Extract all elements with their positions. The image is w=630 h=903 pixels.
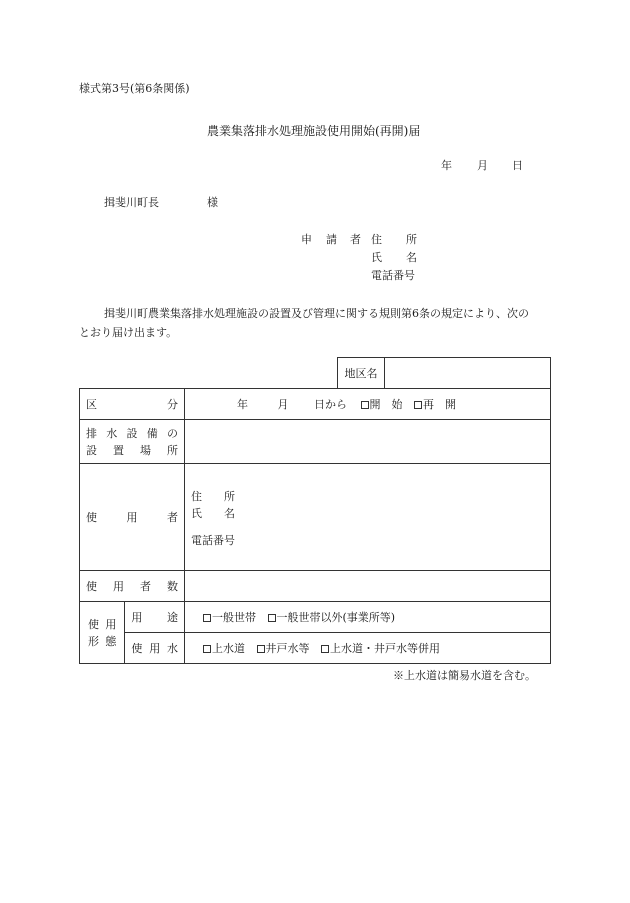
checkbox-icon (203, 614, 211, 622)
applicant-name-1: 氏 (371, 251, 382, 264)
water-field (185, 633, 551, 664)
date-day: 日 (512, 159, 523, 172)
start-checkbox[interactable]: 開 始 (361, 398, 403, 411)
applicant-phone: 電話番号 (371, 269, 415, 282)
applicant-label-3: 者 (350, 233, 361, 246)
purpose-label: 用 途 (125, 602, 185, 633)
checkbox-icon (414, 401, 422, 409)
location-label: 排 水 設 備 の 設 置 場 所 (80, 420, 185, 464)
user-count-field[interactable] (185, 571, 551, 602)
form-number: 様式第3号(第6条関係) (79, 82, 190, 95)
purpose-option-household[interactable]: 一般世帯 (203, 611, 256, 624)
usage-form-label: 使 用 形 態 (80, 602, 125, 664)
checkbox-icon (321, 645, 329, 653)
body-line-2: とおり届け出ます。 (79, 326, 178, 339)
applicant-name-2: 名 (406, 251, 417, 264)
applicant-address-1: 住 (371, 233, 382, 246)
water-option-tap[interactable]: 上水道 (203, 642, 245, 655)
district-label: 地区名 (338, 358, 385, 389)
location-field[interactable] (185, 420, 551, 464)
form-title: 農業集落排水処理施設使用開始(再開)届 (207, 124, 421, 138)
purpose-option-business[interactable]: 一般世帯以外(事業所等) (268, 611, 396, 624)
applicant-label-2: 請 (326, 233, 337, 246)
water-option-well[interactable]: 井戸水等 (257, 642, 310, 655)
footnote: ※上水道は簡易水道を含む。 (393, 669, 536, 682)
district-box (337, 357, 551, 389)
water-option-combined[interactable]: 上水道・井戸水等併用 (321, 642, 440, 655)
category-label: 区 分 (80, 389, 185, 420)
checkbox-icon (203, 645, 211, 653)
applicant-address-2: 所 (406, 233, 417, 246)
form-table (79, 388, 551, 664)
resume-checkbox[interactable]: 再 開 (414, 398, 456, 411)
water-label: 使 用 水 (125, 633, 185, 664)
date-month: 月 (477, 159, 488, 172)
addressee-honorific: 様 (207, 196, 218, 209)
addressee-name: 揖斐川町長 (104, 196, 159, 209)
user-count-label: 使 用 者 数 (80, 571, 185, 602)
body-line-1: 揖斐川町農業集落排水処理施設の設置及び管理に関する規則第6条の規定により、次の (104, 307, 529, 320)
checkbox-icon (257, 645, 265, 653)
purpose-field (185, 602, 551, 633)
date-year: 年 (441, 159, 452, 172)
applicant-label-1: 申 (301, 233, 312, 246)
user-label: 使 用 者 (80, 464, 185, 571)
checkbox-icon (268, 614, 276, 622)
user-field[interactable]: 住 所 氏 名 電話番号 (185, 464, 551, 571)
category-field: 年 月 日から 開 始 再 開 (185, 389, 551, 420)
checkbox-icon (361, 401, 369, 409)
district-field[interactable] (385, 358, 551, 389)
